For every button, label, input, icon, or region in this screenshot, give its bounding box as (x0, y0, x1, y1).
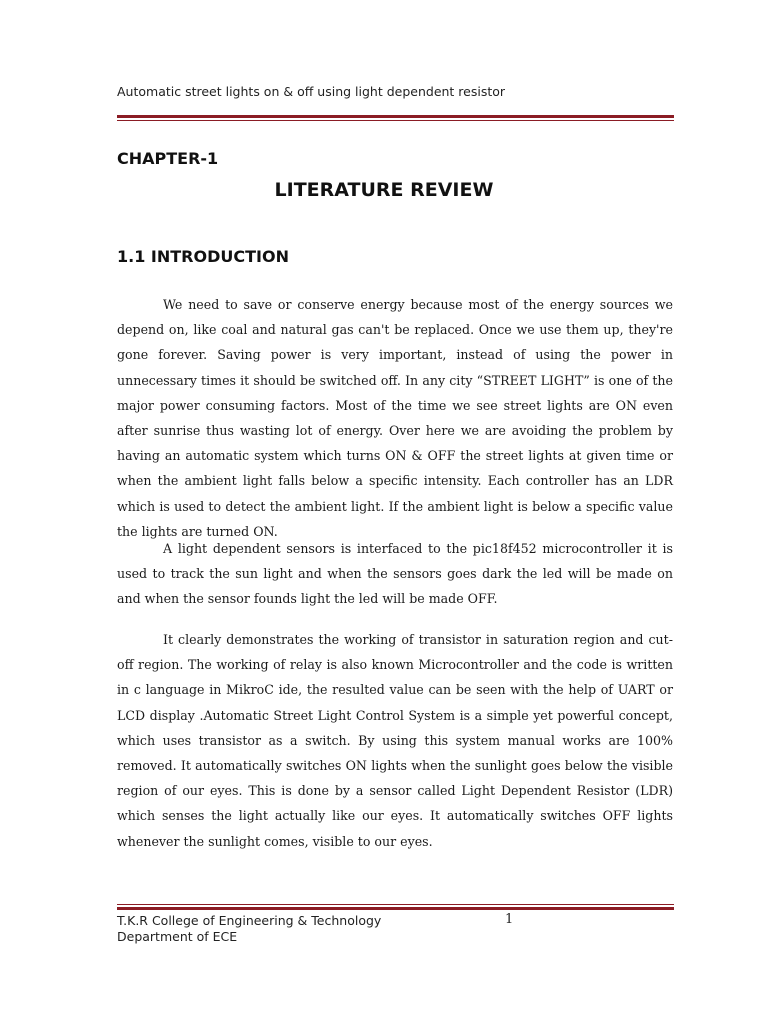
chapter-label: CHAPTER-1 (117, 149, 219, 168)
body-paragraph: We need to save or conserve energy because most of the energy sources we depend on, like coal and natural gas can't be replaced. Once we use them up, they're gone forever. Saving power is very important, instead of using the power in unnecessary times it should be switched off. In any city “STREET LIGHT” is one of the major power consuming factors. Most of the time we see street lights are ON even after sunrise thus wasting lot of energy. Over here we are avoiding the problem by having an automatic system which turns ON & OFF the street lights at given time or when the ambient light falls below a specific intensity. Each controller has an LDR which is used to detect the ambient light. If the ambient light is below a specific value the lights are turned ON. (117, 297, 673, 539)
footer-department: Department of ECE (117, 929, 238, 944)
body-paragraph: It clearly demonstrates the working of transistor in saturation region and cut-off region. The working of relay is also known Microcontroller and the code is written in c language in MikroC ide, the resulted value can be seen with the help of UART or LCD display .Automatic Street Light Control System is a simple yet powerful concept, which uses transistor as a switch. By using this system manual works are 100% removed. It automatically switches ON lights when the sunlight goes below the visible region of our eyes. This is done by a sensor called Light Dependent Resistor (LDR) which senses the light actually like our eyes. It automatically switches OFF lights whenever the sunlight comes, visible to our eyes. (117, 632, 673, 849)
page-number: 1 (505, 912, 514, 927)
header-rule-thin (117, 120, 674, 121)
header-rule-thick (117, 115, 674, 118)
footer-rule-thick (117, 907, 674, 910)
footer-institution (117, 913, 381, 945)
section-heading: 1.1 INTRODUCTION (117, 247, 289, 266)
footer-rule-thin (117, 904, 674, 905)
footer-college: T.K.R College of Engineering & Technology (117, 913, 382, 928)
body-paragraph: A light dependent sensors is interfaced to the pic18f452 microcontroller it is used to track the sun light and when the sensors goes dark the led will be made on and when the sensor founds light the led will be made OFF. (117, 541, 673, 607)
chapter-title: LITERATURE REVIEW (274, 179, 494, 201)
running-header-title: Automatic street lights on & off using light dependent resistor (117, 84, 506, 99)
